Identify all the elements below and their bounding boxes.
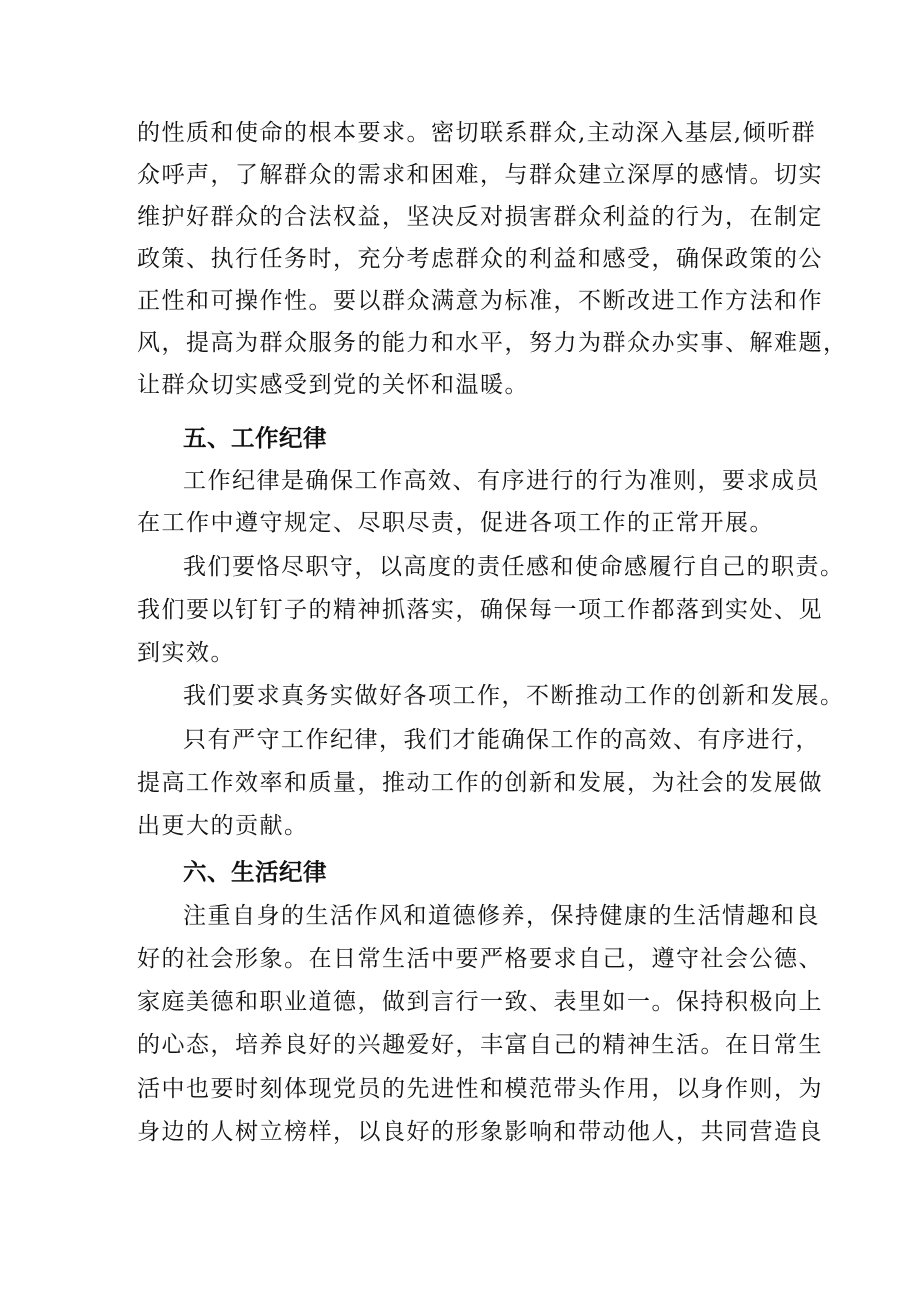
text-line: 风，提高为群众服务的能力和水平，努力为群众办实事、解难题， xyxy=(137,330,848,356)
text-line: 让群众切实感受到党的关怀和温暖。 xyxy=(137,372,529,398)
text-line: 提高工作效率和质量，推动工作的创新和发展，为社会的发展做 xyxy=(137,770,823,796)
text-line: 政策、执行任务时，充分考虑群众的利益和感受，确保政策的公 xyxy=(137,246,823,272)
text-line: 工作纪律是确保工作高效、有序进行的行为准则，要求成员 xyxy=(183,468,820,494)
text-line: 在工作中遵守规定、尽职尽责，促进各项工作的正常开展。 xyxy=(137,510,774,536)
text-line: 正性和可操作性。要以群众满意为标准，不断改进工作方法和作 xyxy=(137,288,823,314)
text-line: 好的社会形象。在日常生活中要严格要求自己，遵守社会公德、 xyxy=(137,946,823,972)
text-line: 我们要以钉钉子的精神抓落实，确保每一项工作都落到实处、见 xyxy=(137,597,823,623)
text-line: 注重自身的生活作风和道德修养，保持健康的生活情趣和良 xyxy=(183,903,820,929)
text-line: 维护好群众的合法权益，坚决反对损害群众利益的行为，在制定 xyxy=(137,204,823,230)
section-heading-life-discipline: 六、生活纪律 xyxy=(183,858,327,886)
text-line: 只有严守工作纪律，我们才能确保工作的高效、有序进行， xyxy=(183,727,820,753)
text-line: 的性质和使命的根本要求。密切联系群众,主动深入基层,倾听群 xyxy=(137,120,817,146)
text-line: 家庭美德和职业道德，做到言行一致、表里如一。保持积极向上 xyxy=(137,989,823,1015)
text-line: 的心态，培养良好的兴趣爱好，丰富自己的精神生活。在日常生 xyxy=(137,1032,823,1058)
text-line: 活中也要时刻体现党员的先进性和模范带头作用，以身作则，为 xyxy=(137,1076,823,1102)
section-heading-work-discipline: 五、工作纪律 xyxy=(183,424,327,452)
text-line: 出更大的贡献。 xyxy=(137,813,309,839)
text-line: 到实效。 xyxy=(137,640,235,666)
text-line: 我们要求真务实做好各项工作，不断推动工作的创新和发展。 xyxy=(183,683,845,709)
text-line: 众呼声，了解群众的需求和困难，与群众建立深厚的感情。切实 xyxy=(137,162,823,188)
text-line: 身边的人树立榜样，以良好的形象影响和带动他人，共同营造良 xyxy=(137,1119,823,1145)
text-line: 我们要恪尽职守，以高度的责任感和使命感履行自己的职责。 xyxy=(183,554,845,580)
